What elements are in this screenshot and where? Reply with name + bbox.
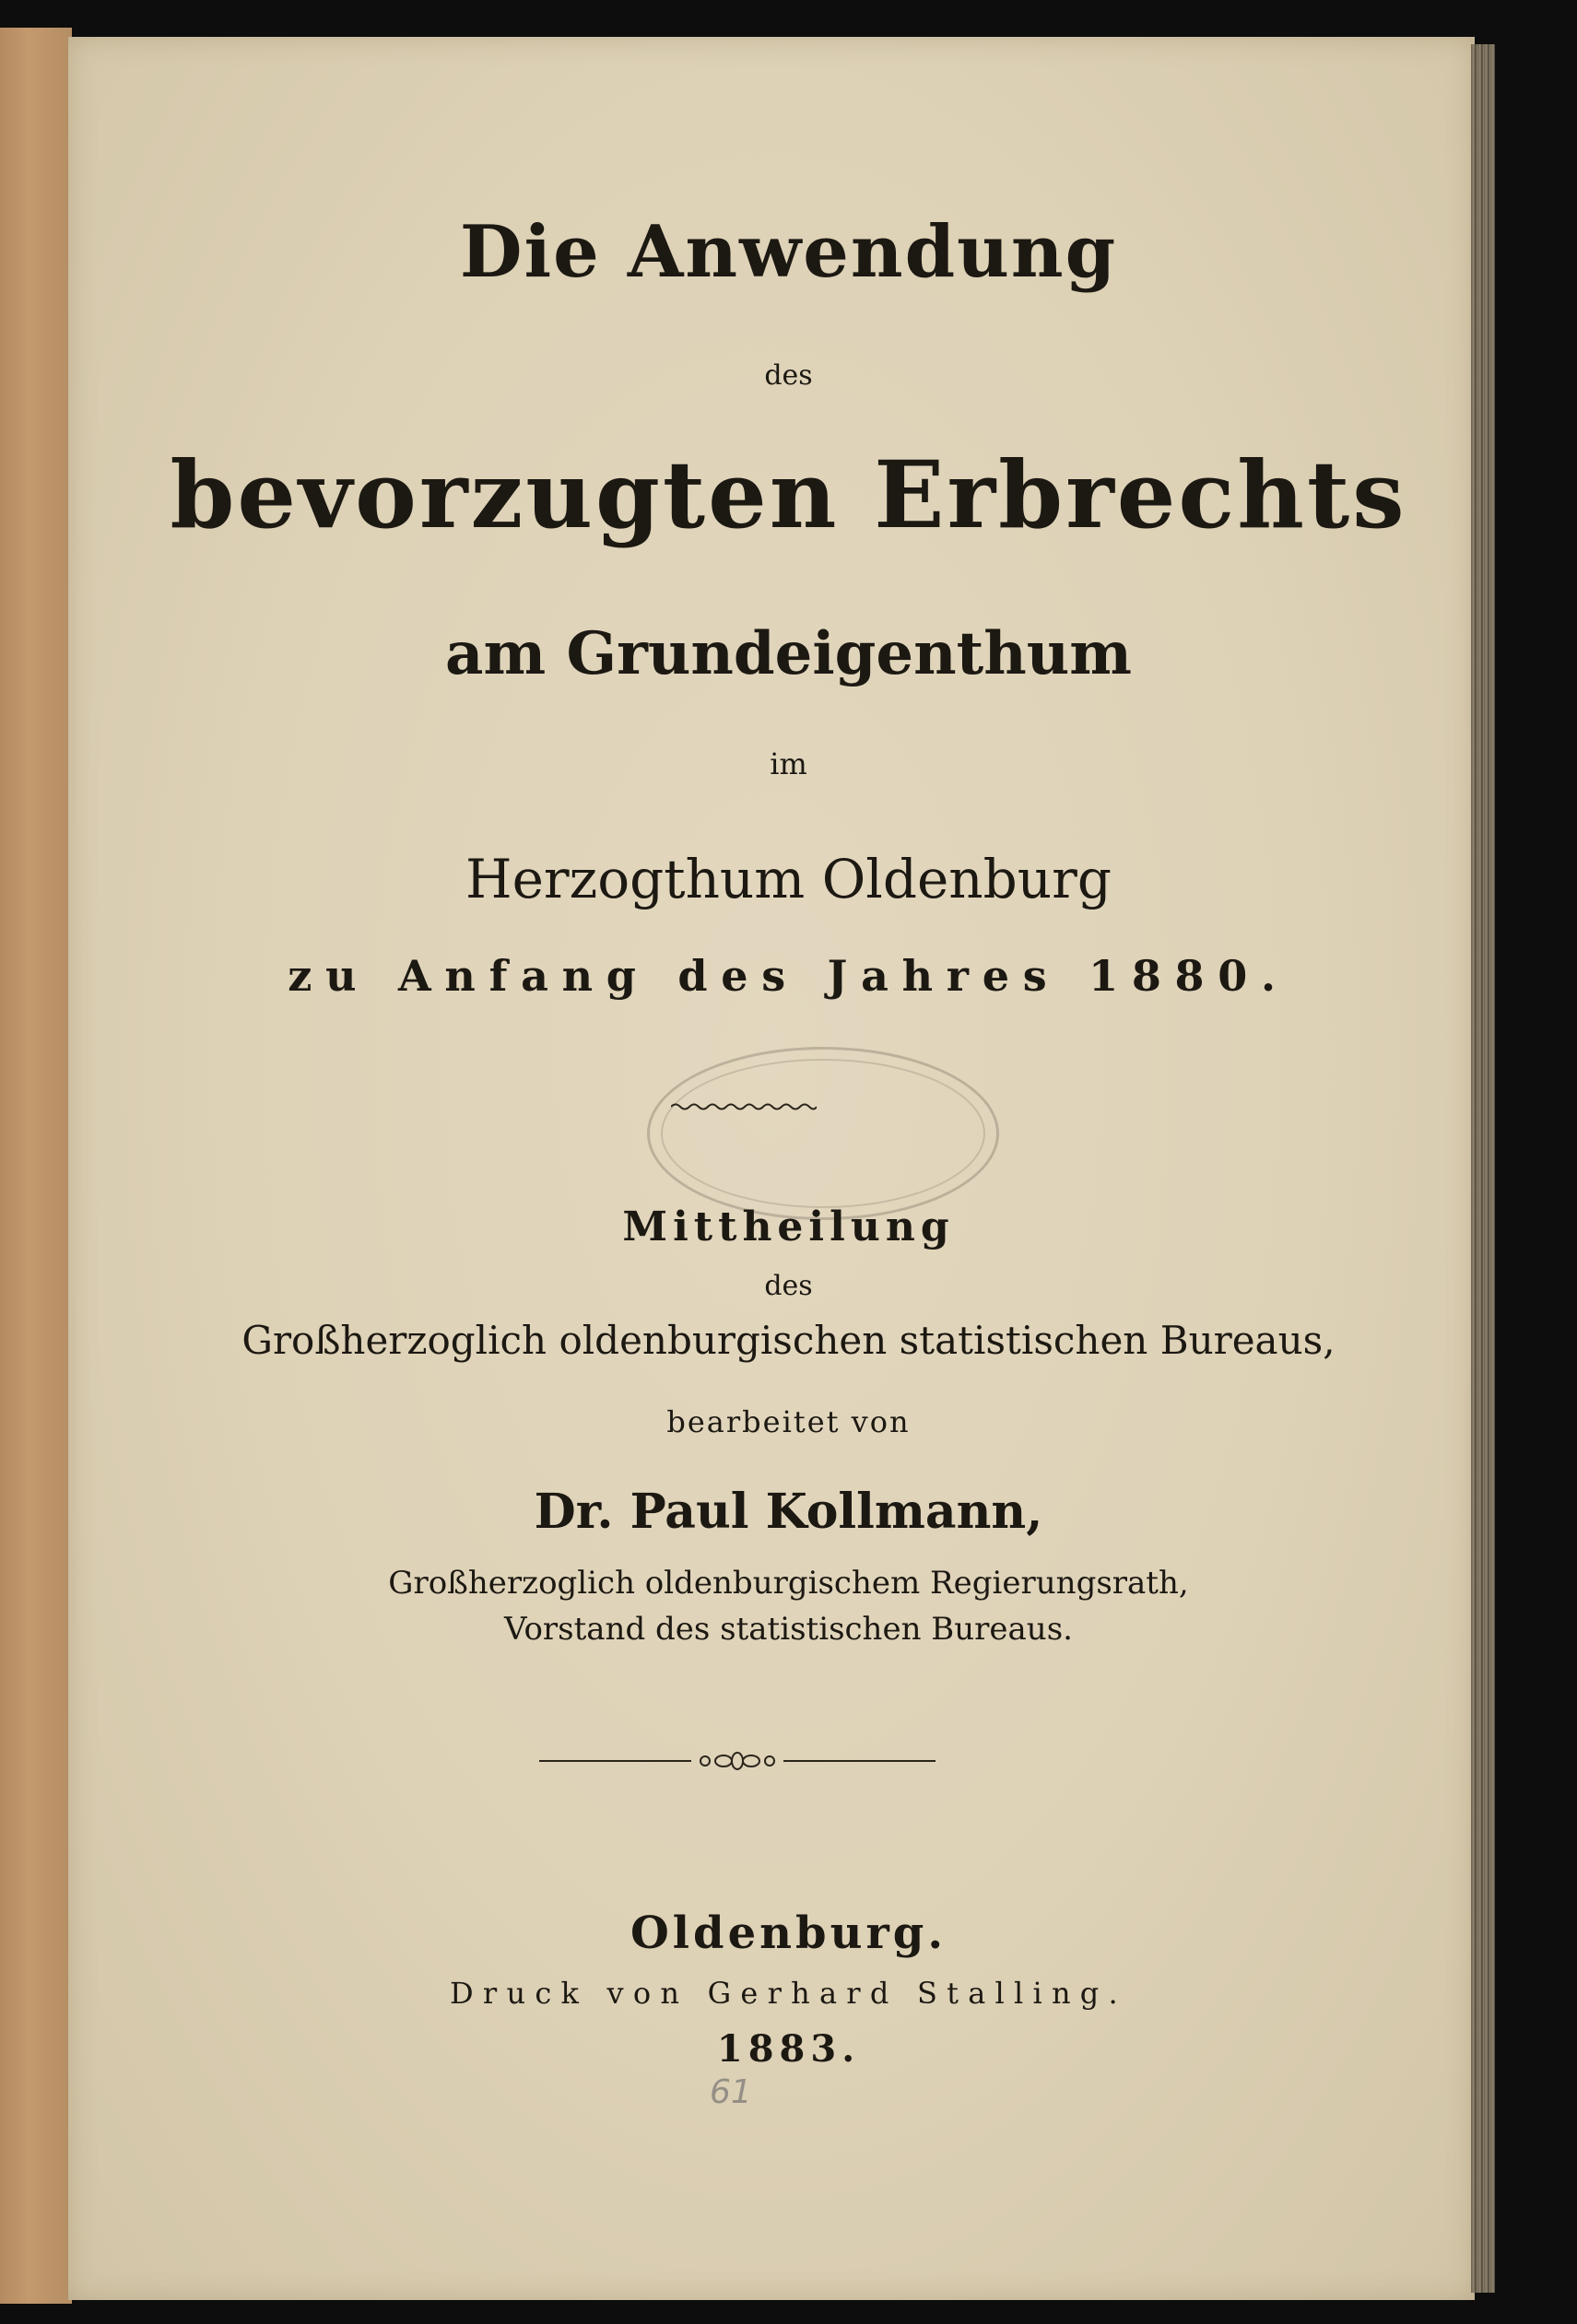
connector-des-1: des <box>764 359 813 392</box>
author-role-1: Großherzoglich oldenburgischem Regierungsrath, <box>388 1565 1189 1602</box>
library-stamp <box>647 1047 999 1220</box>
printer-line: Druck von Gerhard Stalling. <box>450 1976 1127 2011</box>
author-role-2: Vorstand des statistischen Bureaus. <box>504 1611 1073 1648</box>
connector-im: im <box>770 746 807 781</box>
title-line-4: Herzogthum Oldenburg <box>465 848 1112 910</box>
title-line-1: Die Anwendung <box>459 210 1118 294</box>
ornament-divider <box>539 1746 936 1776</box>
date-line: zu Anfang des Jahres 1880. <box>288 951 1289 1001</box>
author-name: Dr. Paul Kollmann, <box>534 1484 1043 1540</box>
pencil-mark: 61 <box>710 2073 752 2111</box>
edited-by: bearbeitet von <box>666 1404 911 1439</box>
connector-des-2: des <box>764 1270 813 1302</box>
issuing-body: Großherzoglich oldenburgischen statistischen Bureaus, <box>241 1318 1336 1363</box>
title-line-2: bevorzugten Erbrechts <box>170 440 1407 549</box>
report-type: Mittheilung <box>622 1203 955 1250</box>
publication-year: 1883. <box>716 2027 861 2071</box>
place-of-publication: Oldenburg. <box>630 1907 947 1959</box>
title-line-3: am Grundeigenthum <box>444 619 1133 688</box>
squiggle-divider <box>671 1100 817 1113</box>
